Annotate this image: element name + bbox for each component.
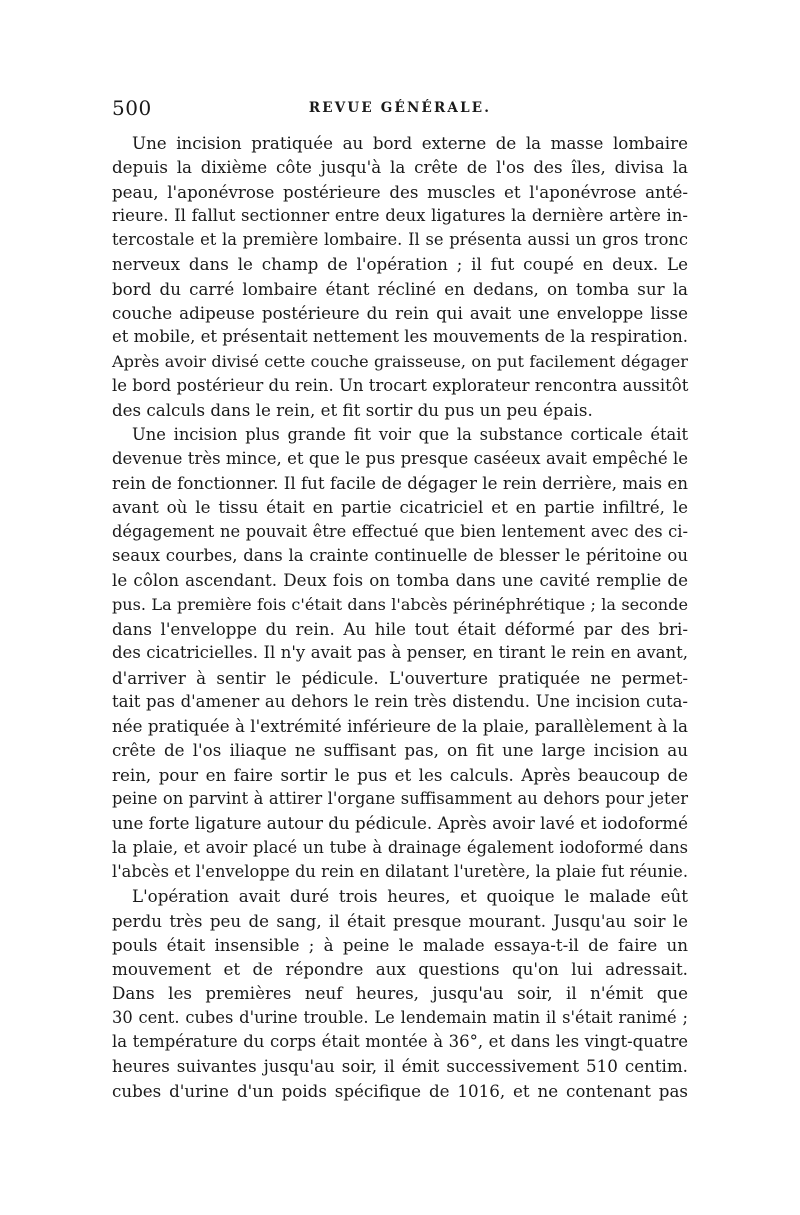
text-line: devenue très mince, et que le pus presque caséeux avait empêché le	[112, 448, 688, 468]
text-line: peau, l'aponévrose postérieure des muscles et l'aponévrose anté-	[112, 181, 688, 202]
text-line: mouvement et de répondre aux questions qu'on lui adressait.	[112, 959, 688, 980]
text-line: bord du carré lombaire étant récliné en dedans, on tomba sur la	[112, 278, 688, 299]
text-line: L'opération avait duré trois heures, et quoique le malade eût	[132, 886, 688, 907]
text-line: la température du corps était montée à 36°, et dans les vingt-quatre	[112, 1031, 688, 1051]
text-line: 30 cent. cubes d'urine trouble. Le lendemain matin il s'était ranimé ;	[112, 1007, 688, 1027]
text-line: dégagement ne pouvait être effectué que bien lentement avec des ci-	[112, 521, 688, 541]
text-line: pus. La première fois c'était dans l'abcès périnéphrétique ; la seconde	[112, 594, 688, 614]
text-line: des calculs dans le rein, et fit sortir du pus un peu épais.	[112, 400, 593, 421]
text-line: le bord postérieur du rein. Un trocart explorateur rencontra aussitôt	[112, 375, 689, 395]
text-line: tercostale et la première lombaire. Il se présenta aussi un gros tronc	[112, 230, 688, 250]
text-line: une forte ligature autour du pédicule. Après avoir lavé et iodoformé	[112, 813, 688, 834]
text-line: Une incision pratiquée au bord externe de la masse lombaire	[132, 133, 688, 153]
page-number: 500	[112, 96, 152, 120]
text-line: rein de fonctionner. Il fut facile de dégager le rein derrière, mais en	[112, 473, 688, 494]
body-text	[112, 131, 688, 1103]
text-line: rein, pour en faire sortir le pus et les calculs. Après beaucoup de	[112, 764, 688, 785]
text-line: perdu très peu de sang, il était presque mourant. Jusqu'au soir le	[112, 910, 688, 931]
text-line: crête de l'os iliaque ne suffisant pas, on fit une large incision au	[112, 740, 688, 761]
text-line: dans l'enveloppe du rein. Au hile tout était déformé par des bri-	[112, 618, 688, 639]
text-line: Dans les premières neuf heures, jusqu'au soir, il n'émit que	[112, 983, 688, 1004]
text-line: Après avoir divisé cette couche graisseuse, on put facilement dégager	[112, 351, 688, 371]
text-line: Une incision plus grande fit voir que la substance corticale était	[132, 424, 688, 444]
text-line: et mobile, et présentait nettement les mouvements de la respiration.	[112, 327, 689, 347]
text-line: le côlon ascendant. Deux fois on tomba dans une cavité remplie de	[112, 570, 688, 591]
text-line: depuis la dixième côte jusqu'à la crête de l'os des îles, divisa la	[112, 157, 688, 178]
text-line: cubes d'urine d'un poids spécifique de 1016, et ne contenant pas	[112, 1080, 688, 1101]
text-line: couche adipeuse postérieure du rein qui avait une enveloppe lisse	[112, 303, 688, 324]
text-line: des cicatricielles. Il n'y avait pas à penser, en tirant le rein en avant,	[112, 643, 688, 663]
text-line: peine on parvint à attirer l'organe suffisamment au dehors pour jeter	[112, 789, 688, 809]
running-head: REVUE GÉNÉRALE.	[308, 100, 492, 116]
text-line: née pratiquée à l'extrémité inférieure de la plaie, parallèlement à la	[112, 716, 688, 737]
text-line: nerveux dans le champ de l'opération ; il fut coupé en deux. Le	[112, 254, 688, 275]
text-line: rieure. Il fallut sectionner entre deux ligatures la dernière artère in-	[112, 205, 688, 225]
text-line: d'arriver à sentir le pédicule. L'ouverture pratiquée ne permet-	[112, 667, 688, 688]
text-line: seaux courbes, dans la crainte continuelle de blesser le péritoine ou	[112, 546, 688, 566]
text-line: pouls était insensible ; à peine le malade essaya-t-il de faire un	[112, 934, 688, 955]
text-line: la plaie, et avoir placé un tube à drainage également iodoformé dans	[112, 837, 688, 857]
text-line: avant où le tissu était en partie cicatriciel et en partie infiltré, le	[112, 497, 688, 518]
text-line: heures suivantes jusqu'au soir, il émit successivement 510 centim.	[112, 1056, 688, 1077]
text-line: l'abcès et l'enveloppe du rein en dilatant l'uretère, la plaie fut réunie.	[112, 861, 688, 881]
text-line: tait pas d'amener au dehors le rein très distendu. Une incision cuta-	[112, 691, 688, 711]
page-header	[112, 96, 688, 124]
